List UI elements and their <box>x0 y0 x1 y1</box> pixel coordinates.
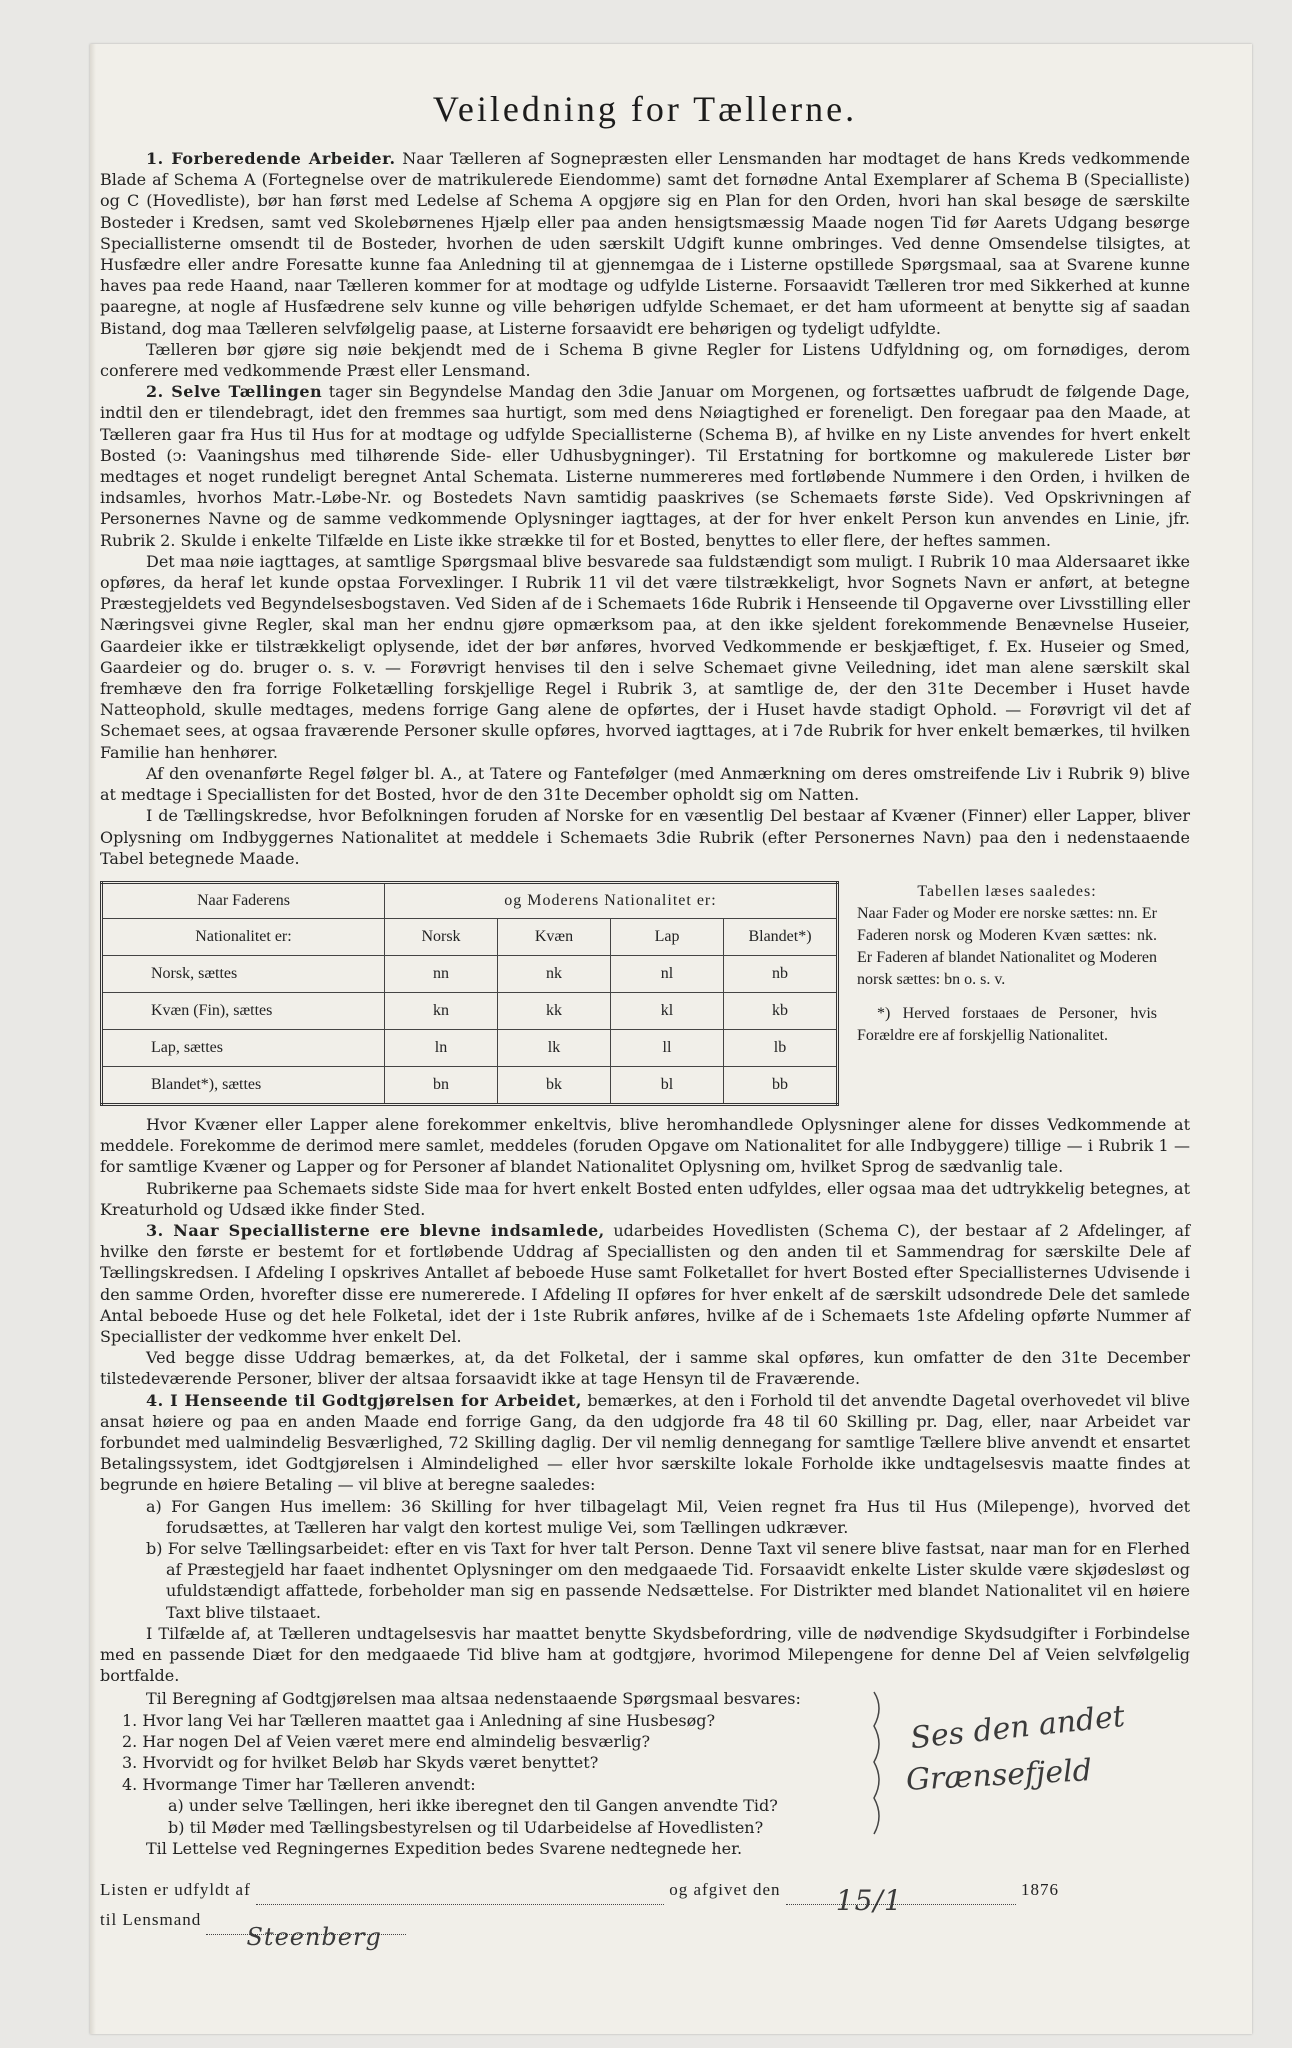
paragraph-2: Tælleren bør gjøre sig nøie bekjendt med de i Schema B givne Regler for Listens Udfyldning og, om fornødiges, derom conferere med vedkommende Præst eller Lensmand. <box>100 339 1190 381</box>
table-corner-top: Naar Faderens <box>102 882 385 918</box>
table-cell: nn <box>385 955 498 992</box>
table-span-header: og Moderens Nationalitet er: <box>385 882 838 918</box>
column-header: Blandet*) <box>724 918 838 955</box>
table-row <box>102 992 838 1029</box>
table-cell: kl <box>611 992 724 1029</box>
footer <box>100 1875 1190 1952</box>
table-cell: kk <box>498 992 611 1029</box>
footer-year: 1876 <box>1021 1880 1060 1900</box>
list-item: b) til Møder med Tællingsbestyrelsen og til Udarbeidelse af Hovedlisten? <box>168 1817 764 1837</box>
section-2-heading: 2. Selve Tællingen <box>146 382 323 402</box>
questions-block <box>100 1688 1190 1859</box>
footer-line-2 <box>100 1905 1190 1952</box>
handwritten-answer <box>860 1688 1190 1859</box>
table-cell: lb <box>724 1029 838 1066</box>
date-field <box>786 1884 1016 1918</box>
table-column-row <box>102 918 838 955</box>
table-cell: bb <box>724 1066 838 1104</box>
brace-mark <box>868 1688 888 1838</box>
table-header-row <box>102 882 838 918</box>
paragraph-4: Det maa nøie iagttages, at samtlige Spørgsmaal blive besvarede saa fuldstændigt som muligt. I Rubrik 10 maa Aldersaaret ikke opføres, da heraf let kunde opstaa Forvexlinger. I Rubrik 11 vil det være tilstrækkeligt, hvor Sognets Navn er anført, at betegne Præstegjeldets ved Begyndelsesbogstaven. Ved Siden af de i Schemaets 16de Rubrik i Henseende til Opgaverne over Livsstilling eller Næringsvei givne Regler, skal man her endnu gjøre opmærksom paa, at den ikke sjeldent forekommende Benævnelse Huseier, Gaardeier ikke er tilstrækkeligt oplysende, idet der bør anføres, hvorved Vedkommende er beskjæftiget, f. Ex. Huseier og Smed, Gaardeier og do. bruger o. s. v. — Forøvrigt henvises til den i selve Schemaet givne Veiledning, idet man alene særskilt skal fremhæve den fra forrige Folketælling forskjellige Regel i Rubrik 3, at samtlige de, der den 31te December i Huset havde Natteophold, skulle medtages, medens forrige Gang alene de opførtes, der i Huset havde stadigt Ophold. — Forøvrigt vil det af Schemaet sees, at ogsaa fraværende Personer skulle opføres, hvorved iagttages, at i 7de Rubrik for hver enkelt bemærkes, til hvilken Familie han henhører. <box>100 551 1190 762</box>
instructions-page <box>100 48 1191 1952</box>
paragraph-a: a) For Gangen Hus imellem: 36 Skilling for hver tilbagelagt Mil, Veien regnet fra Hus til Hus (Milepenge), hvorved det forudsættes, at Tælleren har valgt den kortest mulige Vei, som Tællingen udkræver. <box>146 1496 1190 1537</box>
handwritten-date: 15/1 <box>835 1884 903 1918</box>
nationality-table <box>100 881 839 1106</box>
paper-edge <box>90 44 96 2034</box>
table-cell: kb <box>724 992 838 1029</box>
list-item: 4. Hvormange Timer har Tælleren anvendt: <box>122 1774 476 1794</box>
table-cell: ll <box>611 1029 724 1066</box>
column-header: Norsk <box>385 918 498 955</box>
table-cell: bn <box>385 1066 498 1104</box>
table-cell: nk <box>498 955 611 992</box>
column-header: Lap <box>611 918 724 955</box>
paragraph-5: Af den ovenanførte Regel følger bl. A., at Tatere og Fantefølger (med Anmærkning om deres omstreifende Liv i Rubrik 9) blive at medtage i Speciallisten for det Bosted, hvor de den 31te December opholdt sig om Natten. <box>100 763 1190 805</box>
row-label: Blandet*), sættes <box>102 1066 385 1104</box>
paragraph-10: Ved begge disse Uddrag bemærkes, at, da det Folketal, der i samme skal opføres, kun omfatter de den 31te December tilstedeværende Personer, bliver der altsaa forsaavidt ikke at tage Hensyn til de Fraværende. <box>100 1348 1190 1389</box>
paragraph-6: I de Tællingskredse, hvor Befolkningen foruden af Norske for en væsentlig Del bestaar af Kvæner (Finner) eller Lapper, bliver Oplysning om Indbyggernes Nationalitet at meddele i Schemaets 3die Rubrik (efter Personernes Navn) paa den i nedenstaaende Tabel betegnede Maade. <box>100 806 1190 868</box>
footer-line-1 <box>100 1875 1190 1918</box>
table-cell: nb <box>724 955 838 992</box>
table-cell: kn <box>385 992 498 1029</box>
column-header: Kvæn <box>498 918 611 955</box>
list-item: 1. Hvor lang Vei har Tælleren maattet gaa i Anledning af sine Husbesøg? <box>122 1710 716 1730</box>
paragraph-1-text: Naar Tælleren af Sognepræsten eller Lensmanden har modtaget de hans Kreds vedkommende Blade af Schema A (Fortegnelse over de matrikulerede Eiendomme) samt det fornødne Antal Exemplarer af Schema B (Specialliste) og C (Hovedliste), bør han først med Ledelse af Schema A opgjøre sig en Plan for den Orden, hvori han skal besøge de særskilte Bosteder i Kredsen, samt ved Skolebørnenes Hjælp eller paa anden hensigtsmæssig Maade nogen Tid før Aarets Udgang besørge Speciallisterne omsendt til de Bosteder, hvorhen de uden særskilt Udgift kunne ombringes. Ved denne Omsendelse tilsigtes, at Husfædre eller andre Foresatte kunne faa Anledning til at gjennemgaa de i Listerne opstillede Spørgsmaal, saa at Svarene kunne haves paa rede Haand, naar Tælleren kommer for at modtage og udfylde Listerne. Forsaavidt Tælleren tror med Sikkerhed at kunne paaregne, at nogle af Husfædrene selv kunne og ville behørigen udfylde Schemaet, er det ham uformeent at benytte sig af saadan Bistand, dog maa Tælleren selvfølgelig paase, at Listerne forsaavidt ere behørigen og tydeligt udfyldte. <box>100 149 1190 338</box>
table-cell: ln <box>385 1029 498 1066</box>
paragraph-7: Hvor Kvæner eller Lapper alene forekommer enkeltvis, blive heromhandlede Oplysninger alene for disses Vedkommende at meddele. Forekomme de derimod mere samlet, meddeles (foruden Opgave om Nationalitet for alle Indbyggere) tillige — i Rubrik 1 — for samtlige Kvæner og Lapper og for Personer af blandet Nationalitet Oplysning om, hvilket Sprog de sædvanlig tale. <box>100 1114 1190 1177</box>
note-footnote: *) Herved forstaaes de Personer, hvis Forældre ere af forskjellig Nationalitet. <box>857 1004 1157 1044</box>
table-cell: nl <box>611 955 724 992</box>
paragraph-11 <box>100 1390 1190 1496</box>
row-label: Kvæn (Fin), sættes <box>102 992 385 1029</box>
question-list <box>100 1710 860 1838</box>
nationality-section <box>100 881 1190 1106</box>
note-title: Tabellen læses saaledes: <box>917 882 1097 900</box>
footer-filled-label: Listen er udfyldt af <box>100 1880 251 1900</box>
paragraph-3-text: tager sin Begyndelse Mandag den 3die Januar om Morgenen, og fortsættes uafbrudt de følgende Dage, indtil den er tilendebragt, idet den fremmes saa hurtigt, som med dens Nøiagtighed er foreneligt. Den foregaar paa den Maade, at Tælleren gaar fra Hus til Hus for at modtage og udfylde Speciallisterne (Schema B), af hvilke en ny Liste anvendes for hvert enkelt Bosted (ↄ: Vaaningshus med tilhørende Side- eller Udhusbygninger). Til Erstatning for bortkomne og makulerede Lister bør medtages et noget rundeligt beregnet Antal Schemata. Listerne nummereres med fortløbende Nummere i den Orden, i hvilken de indsamles, hvorhos Matr.-Løbe-Nr. og Bostedets Navn samtidig paaskrives (se Schemaets første Side). Ved Opskrivningen af Personernes Navne og de samme vedkommende Oplysninger iagttages, at der for hver enkelt Person kun anvendes en Linie, jfr. Rubrik 2. Skulde i enkelte Tilfælde en Liste ikke strække til for et Bosted, benyttes to eller flere, der heftes sammen. <box>100 382 1191 550</box>
lensmand-field <box>206 1923 406 1952</box>
paragraph-8: Rubrikerne paa Schemaets sidste Side maa for hvert enkelt Bosted enten udfyldes, eller ogsaa maa det udtrykkelig betegnes, at Kreaturhold og Udsæd ikke finder Sted. <box>100 1178 1190 1219</box>
paragraph-11-text: bemærkes, at den i Forhold til det anvendte Dagetal overhovedet vil blive ansat høiere og paa en anden Maade end forrige Gang, da den udgjorde fra 48 til 60 Skilling pr. Dag, eller, naar Arbeidet var forbundet med ualmindelig Besværlighed, 72 Skilling daglig. Der vil nemlig dennegang for samtlige Tællere blive anvendt et ensartet Betalingssystem, idet Godtgjørelsen i Almindelighed — eller hvor særskilte lokale Forholde ikke undtagelsesvis maatte findes at begrunde en høiere Betaling — vil blive at beregne saaledes: <box>100 1390 1191 1495</box>
table-row <box>102 1066 838 1104</box>
questions-outro: Til Lettelse ved Regningernes Expedition bedes Svarene nedtegnede her. <box>146 1839 743 1859</box>
paragraph-9-text: udarbeides Hovedlisten (Schema C), der bestaar af 2 Afdelinger, af hvilke den første er bestemt for et fortløbende Uddrag af Speciallisten og den anden til et Sammendrag for særskilte Dele af Tællingskredsen. I Afdeling I opskrives Antallet af beboede Huse samt Folketallet for hvert Bosted efter Speciallisternes Udvisende i den samme Orden, hvorefter disse ere numererede. I Afdeling II opføres for hver enkelt af de særskilt udsondrede Dele det samlede Antal beboede Huse og det hele Folketal, idet der i 1ste Rubrik anføres, hvilke af de i Schemaets 1ste Afdeling opførte Nummer af Speciallister der vedkomme hver enkelt Del. <box>100 1220 1191 1346</box>
table-cell: lk <box>498 1029 611 1066</box>
paragraph-12: I Tilfælde af, at Tælleren undtagelsesvis har maattet benytte Skydsbefordring, ville de nødvendige Skydsudgifter i Forbindelse med en passende Diæt for den medgaaede Tid blive ham at godtgjøre, hvorimod Milepengene for denne Del af Veien selvfølgelig bortfalde. <box>100 1623 1190 1686</box>
paragraph-b: b) For selve Tællingsarbeidet: efter en vis Taxt for hver talt Person. Denne Taxt vil senere blive fastsat, naar man for en Flerhed af Præstegjeld har faaet indhentet Oplysninger om den medgaaede Tid. Forsaavidt enkelte Lister skulde være skjødesløst og ufuldstændigt affattede, forbeholder man sig en passende Nedsættelse. For Distrikter med blandet Nationalitet vil en høiere Taxt blive tilstaaet. <box>146 1538 1190 1622</box>
footer-delivered-label: og afgivet den <box>669 1880 781 1900</box>
questions-intro: Til Beregning af Godtgjørelsen maa altsaa nedenstaaende Spørgsmaal besvares: <box>146 1689 801 1709</box>
table-cell: bl <box>611 1066 724 1104</box>
table-note <box>857 881 1157 1106</box>
paragraph-3 <box>100 381 1190 551</box>
note-body: Naar Fader og Moder ere norske sættes: nn. Er Faderen norsk og Moderen Kvæn sættes: nk. Er Faderen af blandet Nationalitet og Moderen norsk sættes: bn o. s. v. <box>857 904 1157 988</box>
table-corner-bottom: Nationalitet er: <box>102 918 385 955</box>
list-item: 3. Hvorvidt og for hvilket Beløb har Skyds været benyttet? <box>122 1753 599 1773</box>
section-3-heading: 3. Naar Speciallisterne ere blevne indsamlede, <box>146 1220 605 1240</box>
row-label: Norsk, sættes <box>102 955 385 992</box>
table-cell: bk <box>498 1066 611 1104</box>
table-row <box>102 1029 838 1066</box>
table-row <box>102 955 838 992</box>
handwriting-line-2: Grænsefjeld <box>905 1753 1093 1799</box>
questions-list <box>100 1688 860 1859</box>
footer-lensmand-label: til Lensmand <box>100 1910 202 1930</box>
handwriting-line-1: Ses den andet <box>908 1699 1127 1757</box>
section-1-heading: 1. Forberedende Arbeider. <box>146 149 396 168</box>
paragraph-1 <box>100 148 1190 339</box>
row-label: Lap, sættes <box>102 1029 385 1066</box>
handwritten-signature: Steenberg <box>246 1923 382 1952</box>
list-item: a) under selve Tællingen, heri ikke iberegnet den til Gangen anvendte Tid? <box>168 1796 778 1816</box>
list-item: 2. Har nogen Del af Veien været mere end almindelig besværlig? <box>122 1732 651 1751</box>
page-title: Veiledning for Tællerne. <box>432 89 858 129</box>
section-4-heading: 4. I Henseende til Godtgjørelsen for Arbeidet, <box>146 1390 582 1410</box>
paragraph-9 <box>100 1220 1190 1347</box>
